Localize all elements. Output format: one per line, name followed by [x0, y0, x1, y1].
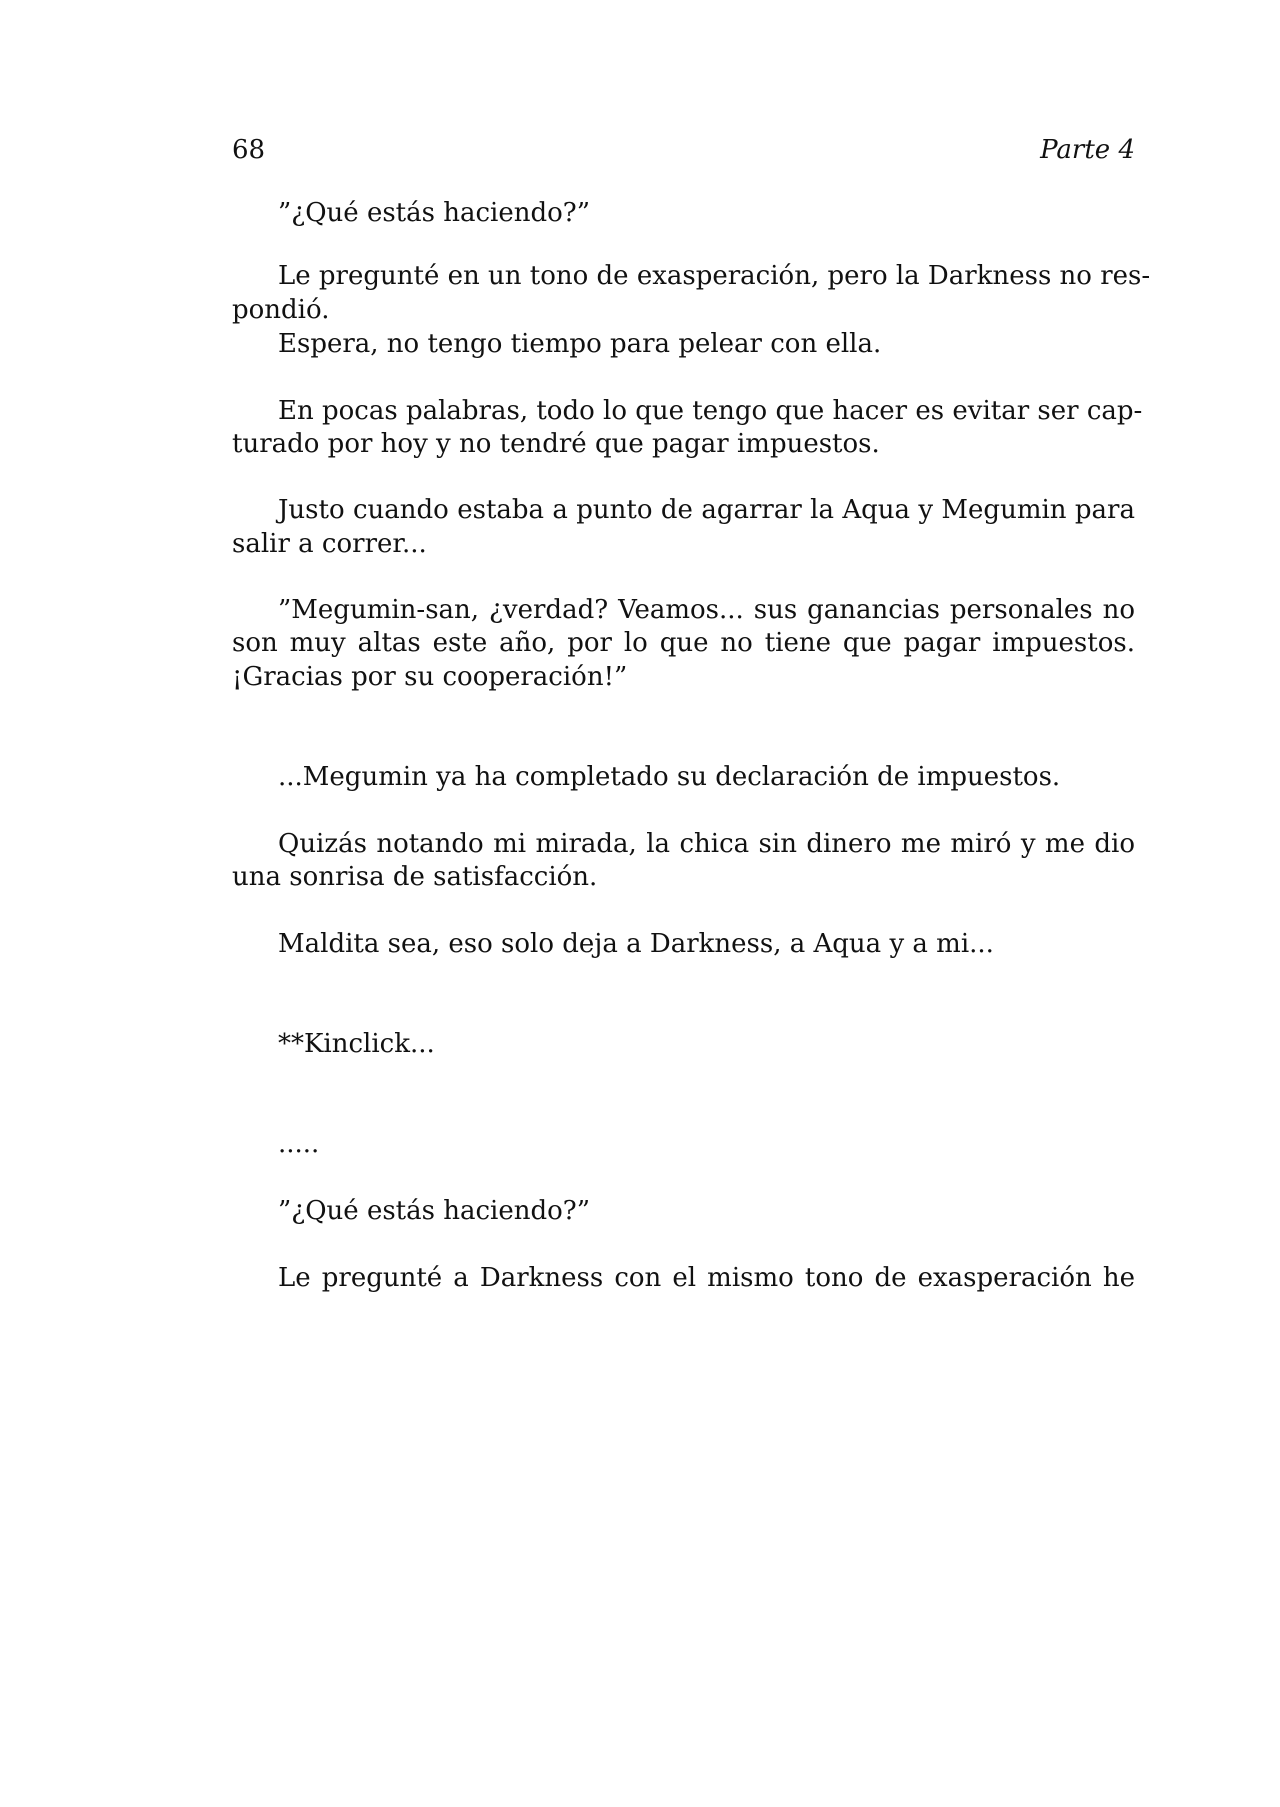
text-line: Espera, no tengo tiempo para pelear con ella.: [278, 329, 882, 359]
text-line: ”Megumin-san, ¿verdad? Veamos... sus ganancias personales no: [278, 595, 1135, 625]
text-line: Le pregunté a Darkness con el mismo tono de exasperación he: [278, 1263, 1135, 1293]
text-line: son muy altas este año, por lo que no tiene que pagar impuestos.: [232, 628, 1135, 658]
running-title: Parte 4: [1040, 135, 1135, 165]
text-line: ...Megumin ya ha completado su declaración de impuestos.: [278, 762, 1061, 792]
text-line: ¡Gracias por su cooperación!”: [232, 662, 628, 692]
text-line: una sonrisa de satisfacción.: [232, 862, 598, 892]
text-line: .....: [278, 1129, 320, 1159]
text-line: turado por hoy y no tendré que pagar impuestos.: [232, 429, 880, 459]
text-line: pondió.: [232, 295, 330, 325]
text-line: ”¿Qué estás haciendo?”: [278, 198, 591, 228]
text-line: Le pregunté en un tono de exasperación, pero la Darkness no res-: [278, 261, 1151, 291]
text-line: ”¿Qué estás haciendo?”: [278, 1196, 591, 1226]
text-line: En pocas palabras, todo lo que tengo que hacer es evitar ser cap-: [278, 396, 1143, 426]
page-header: [232, 130, 1135, 170]
page-number: 68: [232, 135, 266, 165]
text-line: **Kinclick...: [278, 1029, 435, 1059]
text-line: Justo cuando estaba a punto de agarrar la Aqua y Megumin para: [278, 495, 1135, 525]
text-line: salir a correr...: [232, 529, 427, 559]
text-line: Maldita sea, eso solo deja a Darkness, a Aqua y a mi...: [278, 929, 994, 959]
text-line: Quizás notando mi mirada, la chica sin dinero me miró y me dio: [278, 829, 1135, 859]
book-page: [232, 0, 1151, 1807]
